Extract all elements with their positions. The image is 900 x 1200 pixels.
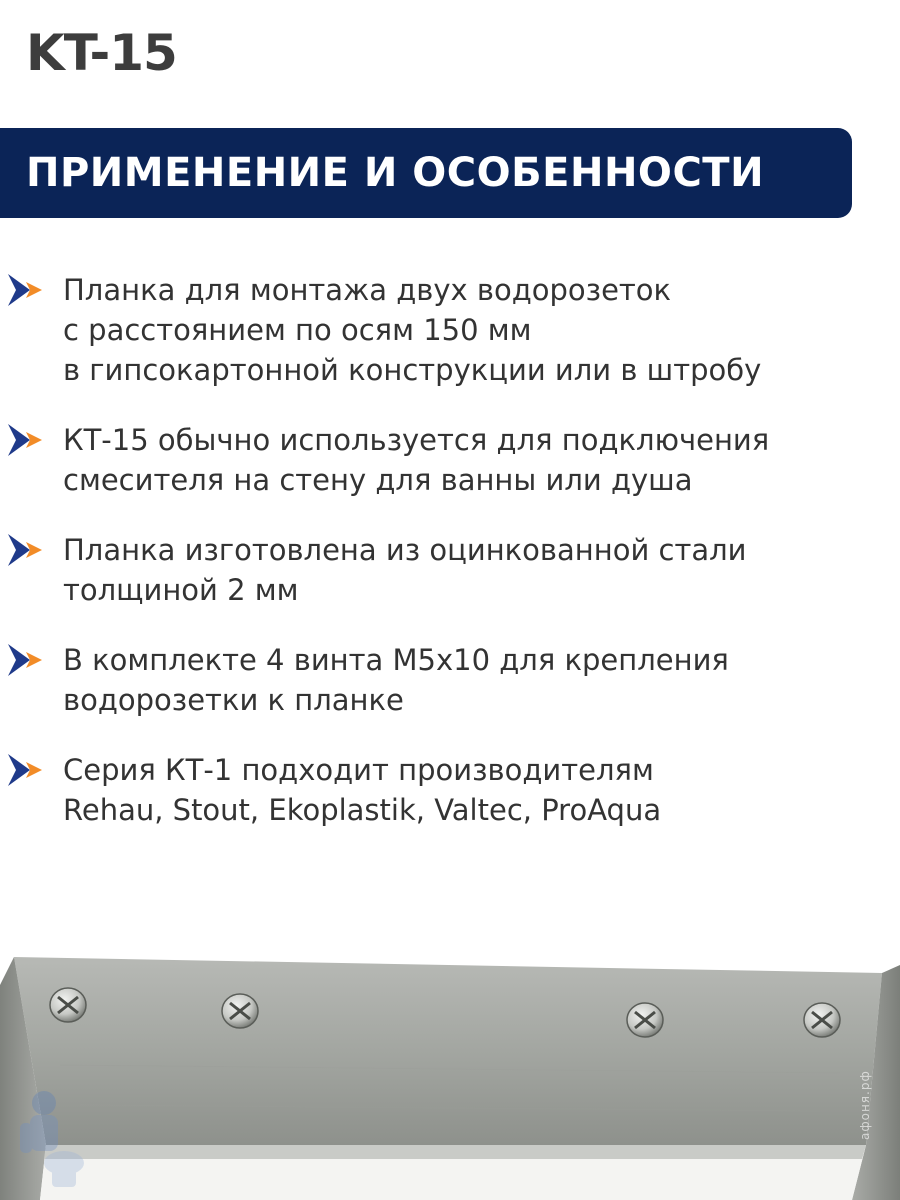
feature-line: Планка изготовлена из оцинкованной стали <box>63 533 747 567</box>
feature-line: с расстоянием по осям 150 мм <box>63 313 532 347</box>
plumber-mascot-logo <box>12 1085 88 1193</box>
arrow-bullet-icon <box>8 424 44 456</box>
watermark-text: афоня.рф <box>858 1070 872 1140</box>
arrow-bullet-icon <box>8 644 44 676</box>
section-banner <box>0 128 852 218</box>
feature-line: Rehau, Stout, Ekoplastik, Valtec, ProAqua <box>63 793 662 827</box>
product-title: KT-15 <box>26 24 177 82</box>
feature-line: в гипсокартонной конструкции или в штробу <box>63 353 762 387</box>
feature-line: толщиной 2 мм <box>63 573 299 607</box>
feature-text <box>63 420 769 500</box>
feature-text <box>63 640 729 720</box>
banner-label: ПРИМЕНЕНИЕ И ОСОБЕННОСТИ <box>26 150 765 196</box>
arrow-bullet-icon <box>8 534 44 566</box>
feature-text <box>63 530 747 610</box>
feature-line: смесителя на стену для ванны или душа <box>63 463 693 497</box>
feature-text <box>63 270 761 390</box>
feature-line: водорозетки к планке <box>63 683 404 717</box>
mounting-bracket-image <box>0 945 900 1200</box>
feature-line: В комплекте 4 винта М5х10 для крепления <box>63 643 729 677</box>
feature-text <box>63 750 661 830</box>
feature-line: Серия КТ-1 подходит производителям <box>63 753 654 787</box>
arrow-bullet-icon <box>8 754 44 786</box>
feature-line: Планка для монтажа двух водорозеток <box>63 273 672 307</box>
feature-line: КТ-15 обычно используется для подключения <box>63 423 770 457</box>
arrow-bullet-icon <box>8 274 44 306</box>
